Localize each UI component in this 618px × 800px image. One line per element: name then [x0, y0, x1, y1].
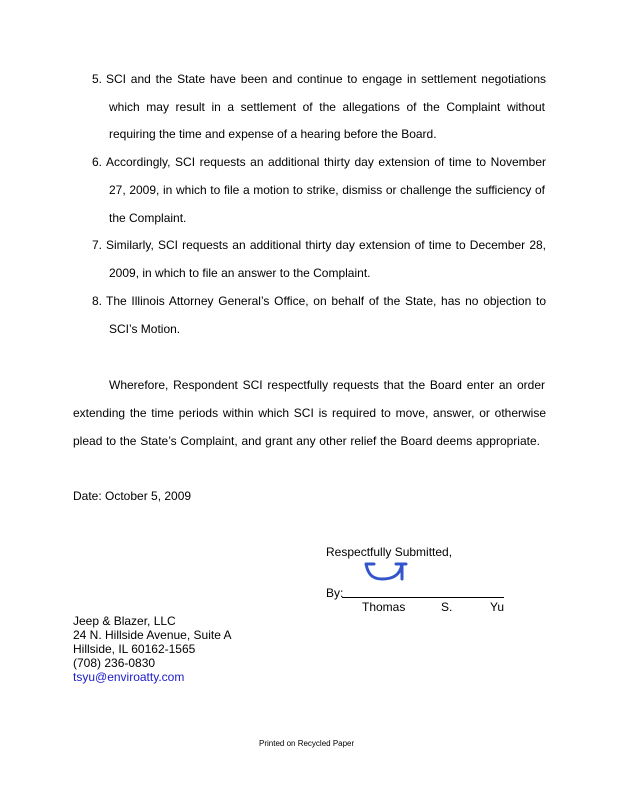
document-date: Date: October 5, 2009 [73, 489, 192, 503]
firm-city: Hillside, IL 60162-1565 [73, 642, 196, 656]
paragraph-6-line-3: the Complaint. [109, 211, 187, 225]
paragraph-8-line-2: SCI’s Motion. [109, 322, 181, 336]
paragraph-8-line-1: The Illinois Attorney General’s Office, on behalf of the State, has no objection to [106, 294, 546, 308]
signature-line [342, 597, 504, 598]
paragraph-7-line-2: 2009, in which to file an answer to the Complaint. [109, 266, 371, 280]
wherefore-line-1: Wherefore, Respondent SCI respectfully requests that the Board enter an order [109, 378, 545, 392]
recycled-paper-footer: Printed on Recycled Paper [259, 739, 355, 748]
firm-email-link[interactable]: tsyu@enviroatty.com [73, 670, 185, 684]
signer-middle-initial: S. [441, 600, 453, 614]
wherefore-line-3: plead to the State’s Complaint, and grant any other relief the Board deems appropriate. [73, 434, 540, 448]
signature-closing: Respectfully Submitted, [326, 545, 453, 559]
paragraph-8-number: 8. [92, 294, 103, 308]
firm-name: Jeep & Blazer, LLC [73, 614, 176, 628]
signer-last-name: Yu [490, 600, 505, 614]
signer-first-name: Thomas [362, 600, 406, 614]
paragraph-5-line-2: which may result in a settlement of the allegations of the Complaint without [109, 100, 545, 114]
paragraph-5-line-1: SCI and the State have been and continue to engage in settlement negotiations [106, 72, 546, 86]
firm-street: 24 N. Hillside Avenue, Suite A [73, 628, 232, 642]
signature-by-label: By: [326, 586, 344, 600]
signature-mark-icon [362, 560, 410, 582]
paragraph-6-line-1: Accordingly, SCI requests an additional thirty day extension of time to November [106, 155, 546, 169]
paragraph-5-line-3: requiring the time and expense of a hearing before the Board. [109, 127, 437, 141]
wherefore-line-2: extending the time periods within which SCI is required to move, answer, or otherwise [73, 406, 546, 420]
paragraph-6-number: 6. [92, 155, 103, 169]
paragraph-5-number: 5. [92, 72, 103, 86]
paragraph-7-number: 7. [92, 238, 103, 252]
firm-phone: (708) 236-0830 [73, 656, 156, 670]
paragraph-7-line-1: Similarly, SCI requests an additional thirty day extension of time to December 28, [106, 238, 546, 252]
paragraph-6-line-2: 27, 2009, in which to file a motion to strike, dismiss or challenge the sufficiency of [109, 183, 545, 197]
